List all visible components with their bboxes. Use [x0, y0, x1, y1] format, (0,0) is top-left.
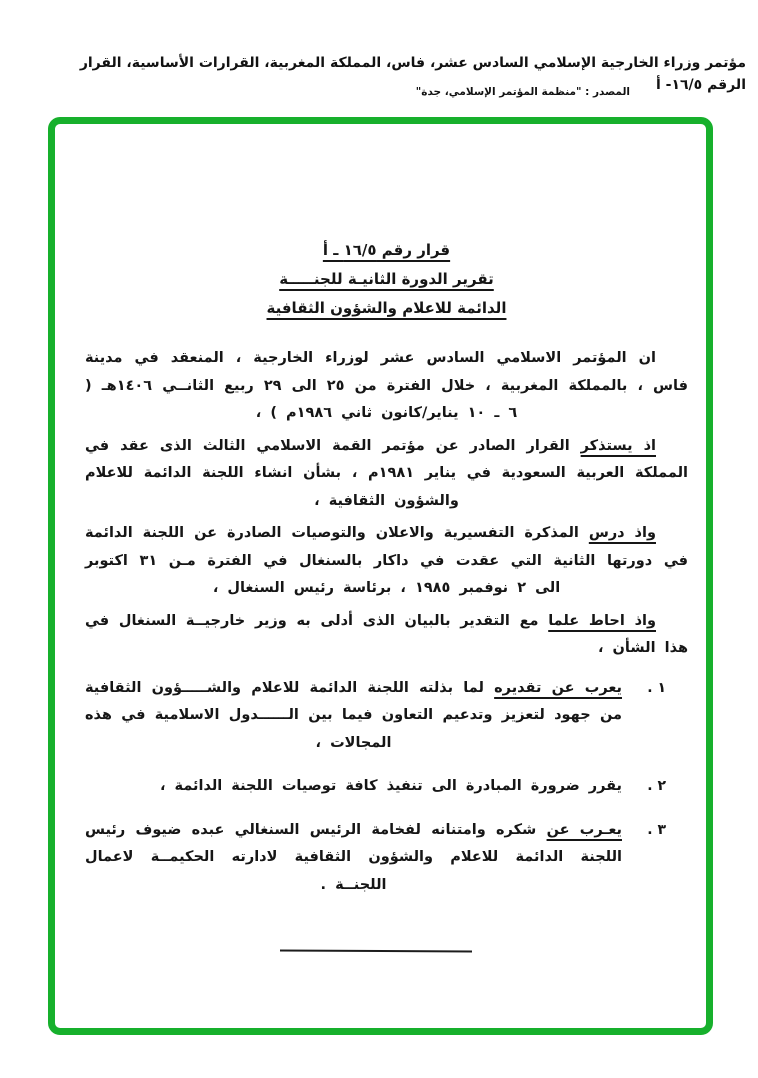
paragraph-having-noted: [85, 608, 688, 663]
item-lead: يعـرب عن: [546, 821, 622, 838]
paragraph-recalling: [85, 433, 688, 516]
item-text-block: [85, 675, 622, 758]
title-line-3: الدائمة للاعلام والشؤون الثقافية: [266, 299, 507, 317]
paragraph-text: المذكرة التفسيرية والاعلان والتوصيات الصادرة عن اللجنة الدائمة في دورتها الثانية التي عقدت في داكار بالسنغال في الفترة مـن ٣١ اكتوبر الى ٢ نوفمبر ١٩٨٥ ، برئاسة رئيس السنغال ،: [85, 525, 688, 596]
list-item: [85, 817, 688, 900]
operative-items: [85, 675, 688, 900]
item-text-block: [85, 817, 622, 900]
header-source: المصدر : "منظمة المؤتمر الإسلامي، جدة": [415, 86, 630, 98]
item-number: ١ .: [647, 679, 666, 696]
signature-line: [280, 949, 472, 952]
paragraph-text: ان المؤتمر الاسلامي السادس عشر لوزراء الخارجية ، المنعقد في مدينة فاس ، بالمملكة المغربية ، خلال الفترة من ٢٥ الى ٢٩ ربيع الثانــي ١٤٠٦هـ ( ٦ ـ ١٠ يناير/كانون ثاني ١٩٨٦م ) ،: [85, 350, 688, 421]
resolution-title: [85, 236, 688, 323]
paragraph-lead: واذ درس: [588, 525, 656, 541]
paragraph-lead: واذ احاط علما: [548, 612, 656, 629]
item-number: ٢ .: [647, 778, 666, 794]
item-text-block: [85, 773, 622, 801]
item-text: لما بذلته اللجنة الدائمة للاعلام والشـــــؤون الثقافية من جهود لتعزيز وتدعيم التعاون فيما بين الــــــدول الاسلامية في هذه المجالات ،: [85, 679, 622, 751]
paragraph-having-studied: [85, 520, 688, 603]
item-text: شكره وامتنانه لفخامة الرئيس السنغالي عبده ضيوف رئيس اللجنة الدائمة للاعلام والشؤون الثقافية لادارته الحكيمــة لاعمال اللجنــة .: [85, 821, 622, 893]
header-conference-title: مؤتمر وزراء الخارجية الإسلامي السادس عشر، فاس، المملكة المغربية، القرارات الأساسية، القرار الرقم ١٦/٥- أ: [79, 55, 746, 93]
paragraph-text: القرار الصادر عن مؤتمر القمة الاسلامي الثالث الذى عقد في المملكة العربية السعودية في يناير ١٩٨١م ، بشأن انشاء اللجنة الدائمة للاعلام والشؤون الثقافية ،: [85, 437, 688, 509]
item-lead: يعرب عن تقديره: [494, 679, 622, 696]
list-item: [85, 675, 688, 758]
paragraph-text: مع التقدير بالبيان الذى أدلى به وزير خارجيــة السنغال في هذا الشأن ،: [85, 612, 688, 656]
paragraph-lead: اذ يستذكر: [580, 437, 656, 454]
list-item: [85, 773, 688, 801]
item-text: يقرر ضرورة المبادرة الى تنفيذ كافة توصيات اللجنة الدائمة ،: [159, 778, 622, 794]
scan-frame-border: [48, 117, 713, 1035]
title-line-2: تقرير الدورة الثانيـة للجنـــــة: [279, 270, 494, 288]
title-line-1: قرار رقم ١٦/٥ ـ أ: [322, 241, 451, 259]
paragraph-preamble: [85, 345, 688, 428]
scanned-document: [55, 124, 706, 899]
item-number: ٣ .: [647, 821, 666, 838]
